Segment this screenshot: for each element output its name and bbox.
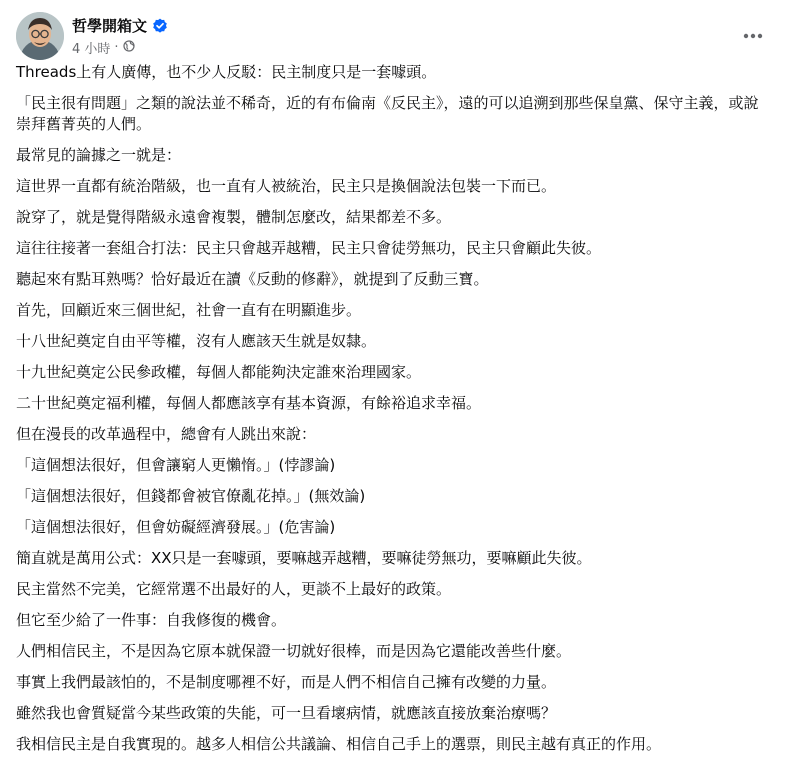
post-paragraph: 這往往接著一套組合打法：民主只會越弄越糟，民主只會徒勞無功，民主只會顧此失彼。 [16, 239, 602, 257]
post-paragraph: 但它至少給了一件事：自我修復的機會。 [16, 611, 287, 629]
post-paragraph: 人們相信民主，不是因為它原本就保證一切就好很棒，而是因為它還能改善些什麼。 [16, 642, 572, 660]
verified-badge-icon [152, 18, 168, 34]
post-paragraph: 十八世紀奠定自由平等權，沒有人應該天生就是奴隸。 [16, 332, 377, 350]
post-paragraph: 聽起來有點耳熟嗎？恰好最近在讀《反動的修辭》，就提到了反動三寶。 [16, 270, 489, 288]
post-paragraph: 民主當然不完美，它經常選不出最好的人，更談不上最好的政策。 [16, 580, 452, 598]
post-paragraph: 事實上我們最該怕的，不是制度哪裡不好，而是人們不相信自己擁有改變的力量。 [16, 673, 557, 691]
post-paragraph: 「民主很有問題」之類的說法並不稀奇，近的有布倫南《反民主》，遠的可以追溯到那些保皇黨、保守主義，或說崇拜舊菁英的人們。 [16, 94, 759, 133]
post-paragraph: 說穿了，就是覺得階級永遠會複製，體制怎麼改，結果都差不多。 [16, 208, 452, 226]
post-paragraph: 但在漫長的改革過程中，總會有人跳出來說： [16, 425, 317, 443]
post-body [16, 62, 771, 765]
meta-separator: · [114, 40, 119, 55]
post-paragraph: 「這個想法很好，但會妨礙經濟發展。」(危害論) [16, 518, 336, 536]
avatar[interactable] [16, 12, 64, 60]
post-paragraph: 雖然我也會質疑當今某些政策的失能，可一旦看壞病情，就應該直接放棄治療嗎？ [16, 704, 557, 722]
post-time[interactable]: 4 小時 [72, 42, 111, 57]
post-paragraph: 最常見的論據之一就是： [16, 146, 182, 164]
post-paragraph: 我相信民主是自我實現的。越多人相信公共議論、相信自己手上的選票，則民主越有真正的作用。 [16, 735, 662, 753]
globe-icon [123, 40, 135, 56]
more-options-button[interactable] [737, 20, 769, 52]
post-paragraph: 十九世紀奠定公民參政權，每個人都能夠決定誰來治理國家。 [16, 363, 422, 381]
post-paragraph: 「這個想法很好，但錢都會被官僚亂花掉。」(無效論) [16, 487, 366, 505]
post-paragraph: 簡直就是萬用公式：XX只是一套噱頭，要嘛越弄越糟，要嘛徒勞無功，要嘛顧此失彼。 [16, 549, 592, 567]
post-paragraph: 「這個想法很好，但會讓窮人更懶惰。」(悖謬論) [16, 456, 336, 474]
post-paragraph: 首先，回顧近來三個世紀，社會一直有在明顯進步。 [16, 301, 362, 319]
post-paragraph: 二十世紀奠定福利權，每個人都應該享有基本資源，有餘裕追求幸福。 [16, 394, 482, 412]
avatar-image [16, 12, 64, 60]
author-name[interactable]: 哲學開箱文 [72, 17, 148, 35]
post-paragraph: 這世界一直都有統治階級，也一直有人被統治，民主只是換個說法包裝一下而已。 [16, 177, 557, 195]
more-options-icon [743, 33, 763, 39]
post-header [16, 12, 771, 60]
post-paragraph: Threads上有人廣傳，也不少人反駁：民主制度只是一套噱頭。 [16, 63, 437, 81]
post-meta [72, 38, 135, 57]
